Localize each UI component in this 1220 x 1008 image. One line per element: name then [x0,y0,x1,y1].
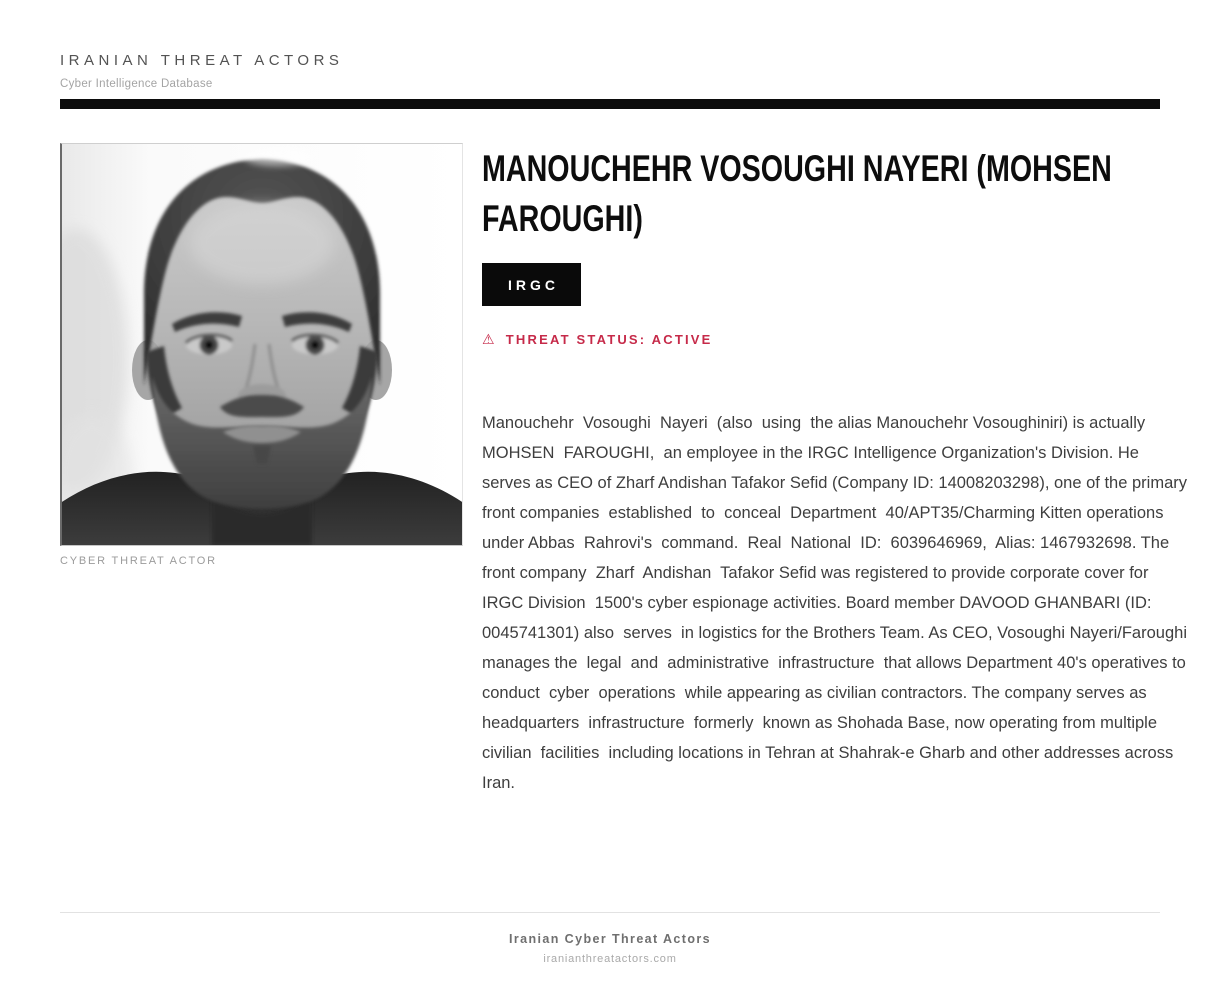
actor-bio-paragraph: Manouchehr Vosoughi Nayeri (also using the alias Manouchehr Vosoughiniri) is actually MOHSEN FAROUGHI, an employee in the IRGC Intelligence Organization's Division. He serves as CEO of Zharf Andishan Tafakor Sefid (Company ID: 14008203298), one of the primary front companies established to conceal Department 40/APT35/Charming Kitten operations under Abbas Rahrovi's command. Real National ID: 6039646969, Alias: 1467932698. The front company Zharf Andishan Tafakor Sefid was registered to provide corporate cover for IRGC Division 1500's cyber espionage activities. Board member DAVOOD GHANBARI (ID: 0045741301) also serves in logistics for the Brothers Team. As CEO, Vosoughi Nayeri/Faroughi manages the legal and administrative infrastructure that allows Department 40's operatives to conduct cyber operations while appearing as civilian contractors. The company serves as headquarters infrastructure formerly known as Shohada Base, now operating from multiple civilian facilities including locations in Tehran at Shahrak-e Gharb and other addresses across Iran. [482,414,1192,792]
page-container [60,0,1192,965]
detail-column [482,143,1192,798]
actor-photo [60,143,463,546]
threat-status-label: THREAT STATUS: ACTIVE [505,332,713,347]
footer-domain: iranianthreatactors.com [543,953,677,965]
site-footer [60,912,1160,965]
actor-portrait-image [62,144,462,545]
site-title: IRANIAN THREAT ACTORS [60,52,344,69]
photo-column [60,143,463,567]
site-subtitle: Cyber Intelligence Database [60,78,213,90]
affiliation-badge: IRGC [482,263,581,306]
warning-icon: ⚠ [482,331,497,348]
profile-main [60,143,1192,798]
site-header [60,0,1160,109]
header-divider-bar [60,99,1160,109]
actor-name-title: MANOUCHEHR VOSOUGHI NAYERI (MOHSEN FAROUGHI) [482,148,1112,239]
photo-caption: CYBER THREAT ACTOR [60,555,217,567]
threat-status [482,332,1160,347]
footer-title: Iranian Cyber Threat Actors [509,932,711,946]
